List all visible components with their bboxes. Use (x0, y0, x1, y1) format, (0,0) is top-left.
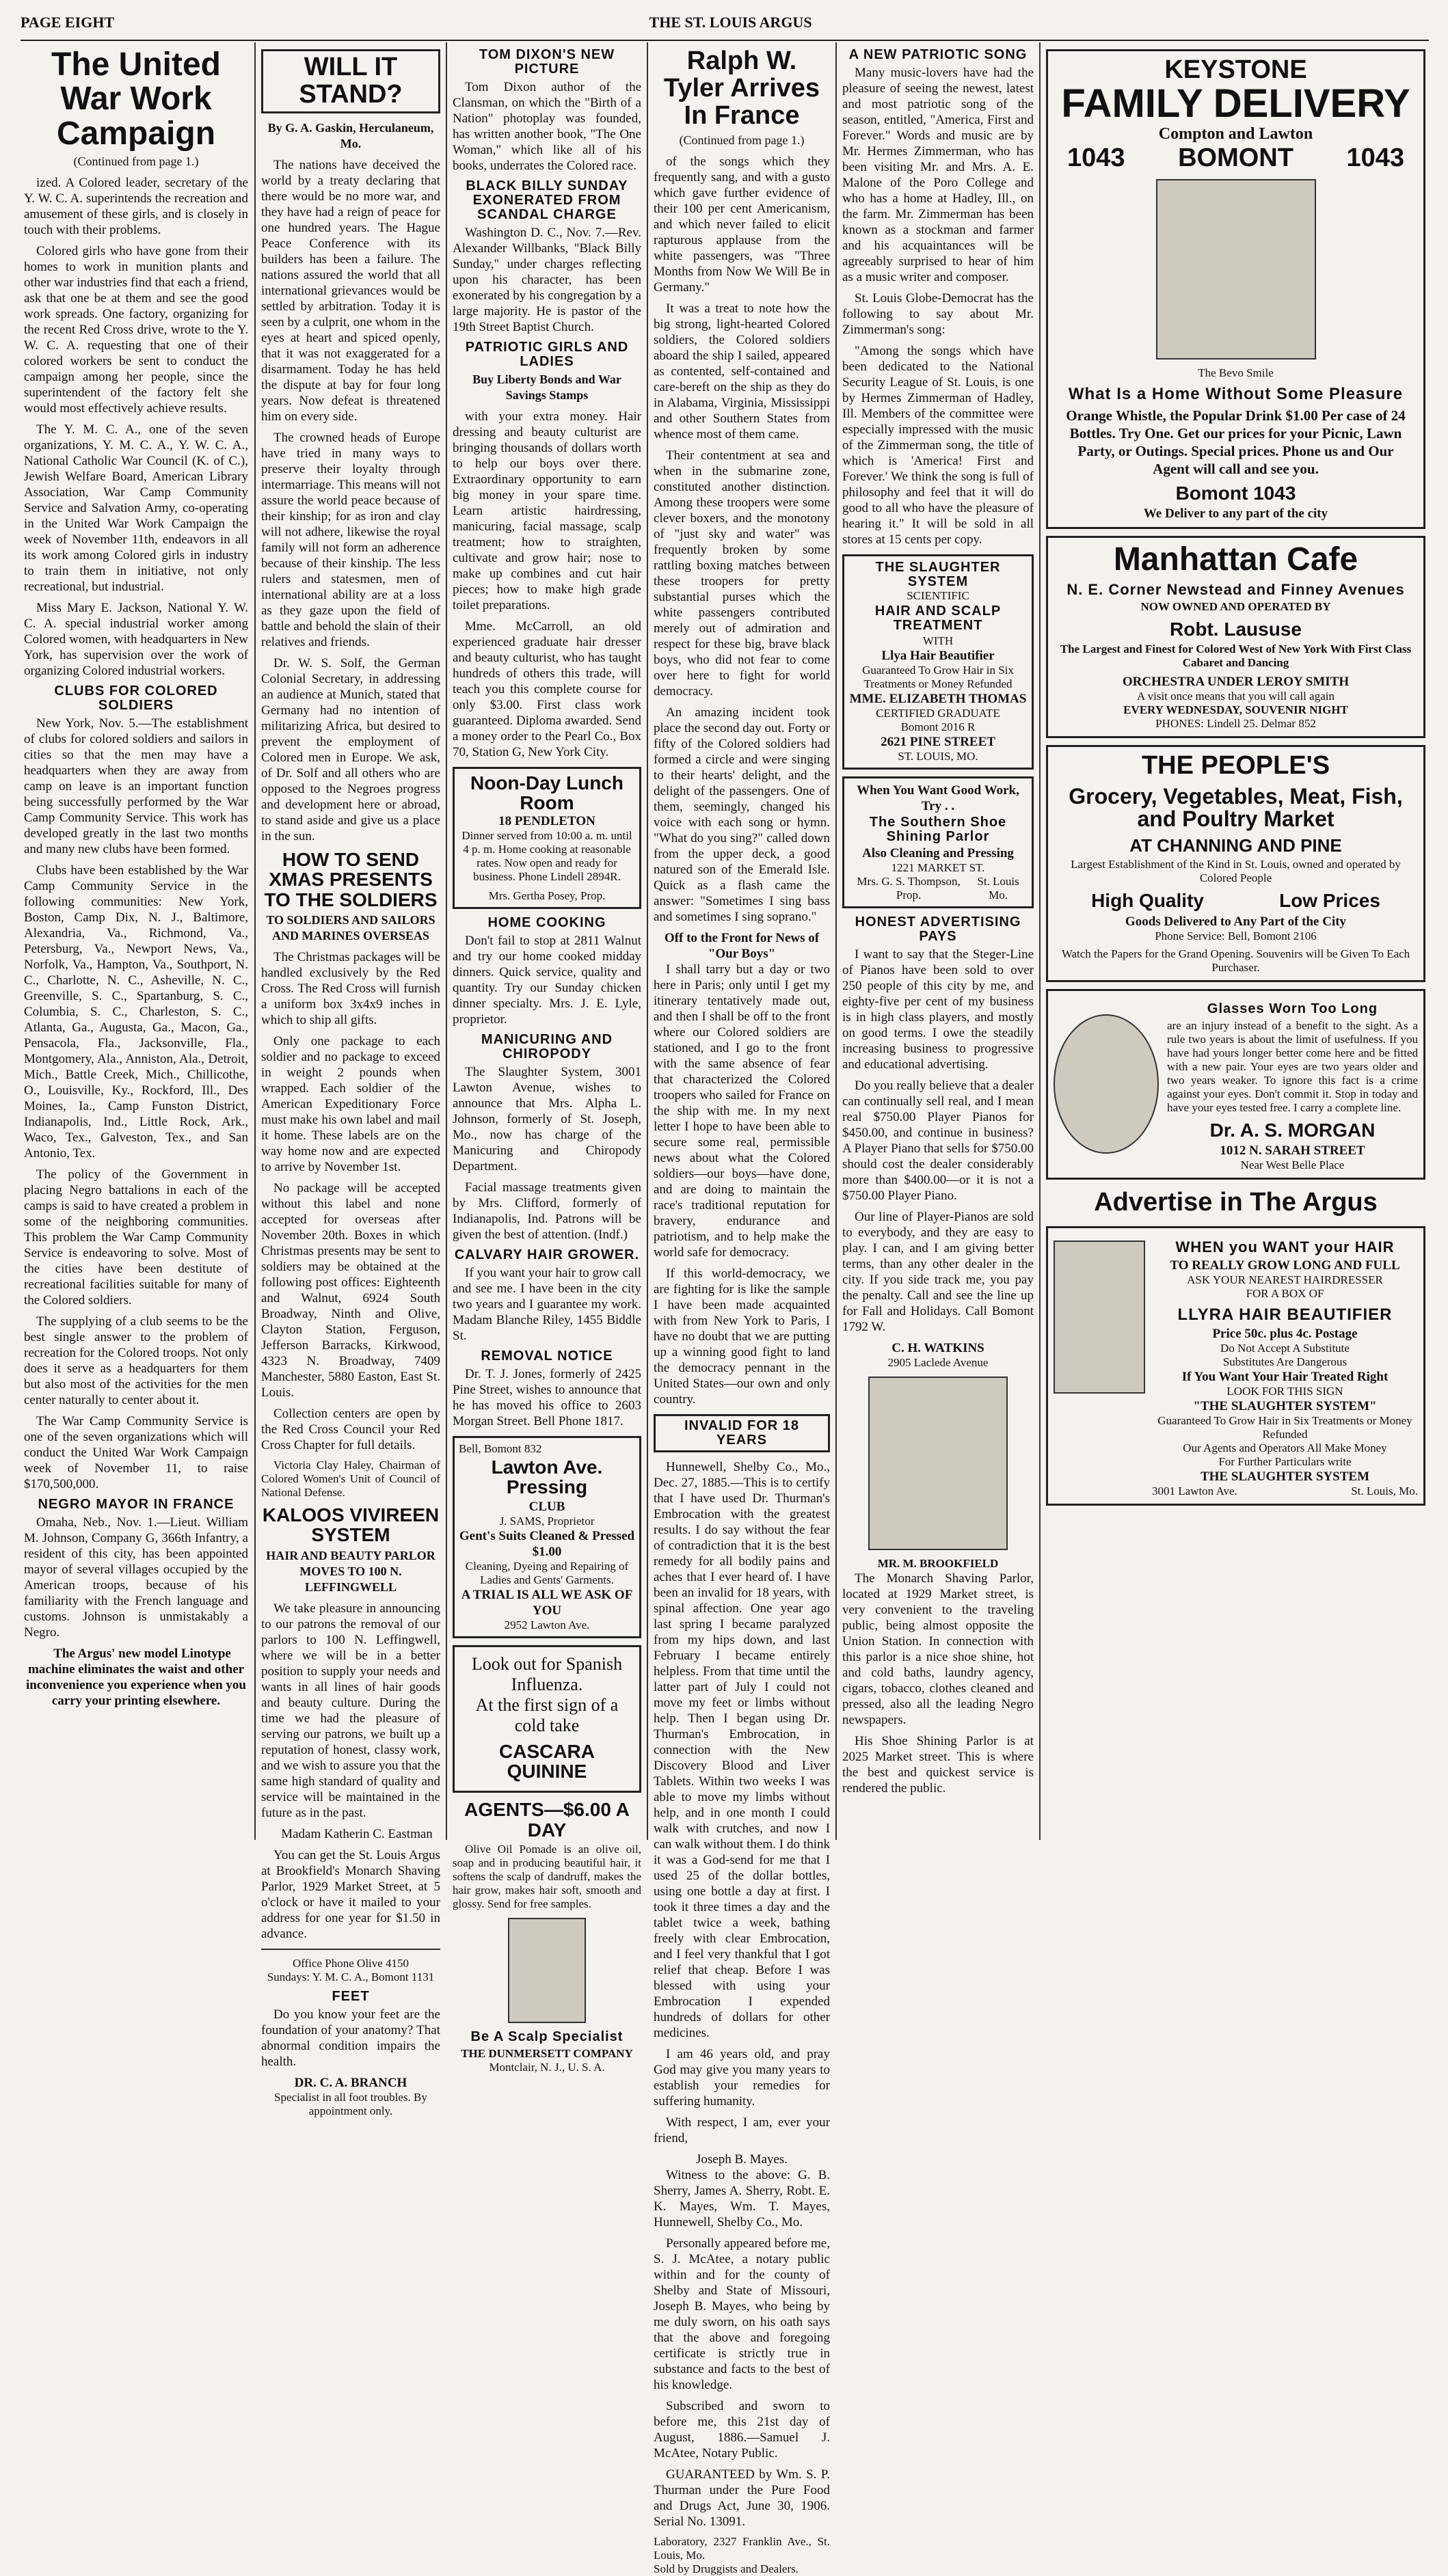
column-rule (446, 42, 447, 1840)
noon-paragraph: Dinner served from 10:00 a. m. until 4 p. m. Home cooking at reasonable rates. Now open and ready for business. Phone Lindell 2894R. (461, 828, 632, 883)
tyler-paragraph: If this world-democracy, we are fighting for is like the sample I have been made acquainted with from New York to Paris, I have no doubt that we are putting up a winning good fight to land the democracy pennant in the United States—our own and only country. (654, 1266, 830, 1407)
cafe-night: EVERY WEDNESDAY, SOUVENIR NIGHT (1123, 703, 1348, 716)
kaloos-paragraph: We take pleasure in announcing to our patrons the removal of our parlors to 100 N. Leffingwell, where we will be in a better position to supply your needs and wants in all lines of hair goods and beauty culture. During the time we had the pleasure of serving our patrons, we built up a reputation of honest, classy work, and we wish to assure you that the same high standard of quality and service will be maintained in the future as in the past. (261, 1601, 440, 1820)
mayor-headline: NEGRO MAYOR IN FRANCE (38, 1497, 234, 1513)
llyra-guarantee: Guaranteed To Grow Hair in Six Treatments or Money Refunded (1157, 1414, 1412, 1441)
keystone-deliver: We Deliver to any part of the city (1143, 506, 1328, 521)
home-cooking-headline: HOME COOKING (487, 914, 606, 930)
manicuring-paragraph: The Slaughter System, 3001 Lawton Avenue, wishes to announce that Mrs. Alpha L. Johnson, formerly of St. Joseph, Mo., now has charge of the Manicuring and Chiropody Department. (453, 1064, 641, 1174)
shoe-city: St. Louis Mo. (977, 875, 1019, 901)
feet-paragraph: Do you know your feet are the foundation of your anatomy? That abnormal condition impairs the health. (261, 2007, 440, 2069)
office-phone: Office Phone Olive 4150 (292, 1956, 410, 1970)
honest-paragraph: Do you really believe that a dealer can continually sell real, and I mean real $750.00 Player Pianos for $450.00, and continue in business? A Player Piano that sells for $750.00 should cost the dealer considerably more than $400.00—or it is not a $750.00 Player Piano. (842, 1079, 1034, 1203)
pressing-phone: Bell, Bomont 832 (459, 1441, 542, 1455)
war-continued: (Continued from page 1.) (73, 154, 199, 169)
column-4 (654, 42, 831, 2575)
stand-paragraph: Dr. W. S. Solf, the German Colonial Secretary, in addressing an audience at Munich, stated that Germany had no intention of militarizing Africa, but desired to prevent the employment of Colored men in Europe. We ask, of Dr. Solf and all others who are opposed to the Negroes progress and development here or abroad, to stand aside and give us a place in the sun. (261, 655, 440, 843)
bevo-couple-illustration (1156, 179, 1316, 360)
cafe-title: Manhattan Cafe (1113, 541, 1358, 578)
honest-paragraph: Our line of Player-Pianos are sold to everybody, and they are easy to play. I can, and I am giving better terms, than any other dealer in the city. If you side track me, you pay the penalty. Call and see the line up for Fall and Holidays. Call Bomont 1792 W. (842, 1210, 1034, 1334)
noon-owner: Mrs. Gertha Posey, Prop. (488, 889, 606, 902)
pressing-services: Cleaning, Dyeing and Repairing of Ladies and Gents' Garments. (465, 1559, 629, 1586)
peoples-description: Largest Establishment of the Kind in St. Louis, owned and operated by Colored People (1071, 858, 1401, 885)
peoples-title: THE PEOPLE'S (1141, 750, 1330, 780)
clubs-paragraph: The War Camp Community Service is one of the seven organizations which will conduct the United War Work Campaign week of November 11, to raise $170,500,000. (24, 1414, 248, 1492)
keystone-slogan: What Is a Home Without Some Pleasure (1068, 384, 1404, 403)
invalid-paragraph: GUARANTEED by Wm. S. P. Thurman under the Pure Food and Drugs Act, June 30, 1906. Serial No. 13091. (654, 2467, 830, 2529)
cascara-line: At the first sign of a cold take (475, 1694, 619, 1735)
noon-lunch-ad (453, 767, 641, 909)
morgan-portrait-image (1054, 1014, 1159, 1154)
clubs-headline: CLUBS FOR COLORED SOLDIERS (54, 683, 218, 714)
argus-availability: You can get the St. Louis Argus at Brookfield's Monarch Shaving Parlor, 1929 Market Street, at 5 o'clock or have it mailed to your address for one year for $1.50 in advance. (261, 1847, 440, 1941)
patriotic-paragraph: with your extra money. Hair dressing and beauty culturist are bringing thousands of dollars worth to help our boys over there. Extraordinary opportunity to earn big money in your spare time. Learn artistic hairdressing, manicuring, facial massage, scalp treatment; how to straighten, cultivate and grow hair; nose to make up combines and cut hair pieces; how to make high grade toilet preparations. (453, 409, 641, 612)
llyra-line: FOR A BOX OF (1246, 1286, 1324, 1300)
paper-name: THE ST. LOUIS ARGUS (649, 14, 812, 31)
invalid-paragraph: Personally appeared before me, S. J. McAtee, a notary public within and for the county of Shelby and State of Missouri, Joseph B. Mayes, who being by me duly sworn, on his oath says that the above and foregoing certificate is strictly true in substance and facts to the best of his knowledge. (654, 2236, 830, 2392)
llyra-warning: Do Not Accept A Substitute (1220, 1342, 1350, 1355)
column-5 (842, 42, 1034, 1840)
keystone-paragraph: Orange Whistle, the Popular Drink $1.00 Per case of 24 Bottles. Try One. Get our prices for your Picnic, Lawn Party, or Outings. Special prices. Phone us and Our Agent will call and see you. (1066, 407, 1406, 477)
invalid-headline-box (654, 1414, 830, 1452)
xmas-signature: Victoria Clay Haley, Chairman of Colored Women's Unit of Council of National Defense. (261, 1458, 440, 1499)
linotype-notice: The Argus' new model Linotype machine eliminates the waist and other inconvenience you experience when you carry your printing elsewhere. (26, 1646, 246, 1709)
sunday-headline: BLACK BILLY SUNDAY EXONERATED FROM SCANDAL CHARGE (466, 178, 628, 222)
war-paragraph: The Y. M. C. A., one of the seven organizations, Y. M. C. A., Y. W. C. A., National Catholic War Council (K. of C.), Jewish Welfare Board, American Library Association, War Camp Community Service and Salvation Army, co-operating in the United War Work Campaign the week of November 11th, endeavors in all its work among Colored girls in industry to train them in initiative, not only recreational, but industrial. (24, 422, 248, 595)
llyra-line: ASK YOUR NEAREST HAIRDRESSER (1187, 1273, 1383, 1286)
llyra-city: St. Louis, Mo. (1351, 1484, 1418, 1498)
shoe-owner: Mrs. G. S. Thompson, Prop. (857, 875, 961, 901)
peoples-phone: Phone Service: Bell, Bomont 2106 (1155, 929, 1317, 943)
noon-address: 18 PENDLETON (498, 813, 595, 828)
song-paragraph: St. Louis Globe-Democrat has the following to say about Mr. Zimmerman's song: (842, 291, 1034, 337)
feet-specialty: Specialist in all foot troubles. By appointment only. (274, 2090, 427, 2117)
cascara-brand: CASCARA QUININE (499, 1740, 595, 1782)
keystone-caption: The Bevo Smile (1198, 366, 1274, 379)
pressing-address: 2952 Lawton Ave. (504, 1618, 590, 1631)
shoe-address: 1221 MARKET ST. (891, 861, 985, 874)
cafe-orchestra: ORCHESTRA UNDER LEROY SMITH (1122, 674, 1350, 689)
peoples-market-ad (1046, 745, 1425, 982)
war-headline: The United War Work Campaign (51, 46, 221, 152)
cascara-line: Look out for Spanish Influenza. (471, 1653, 623, 1694)
invalid-laboratory: Laboratory, 2327 Franklin Ave., St. Louis, Mo. (654, 2534, 830, 2562)
patriotic-paragraph: Mme. McCarroll, an old experienced graduate hair dresser and beauty culturist, who has taught hundreds of others this trade, will teach you this complete course for only $3.00. First class work guaranteed. Diploma awarded. Send a money order to the Pearl Co., Box 70, Station G, New York City. (453, 619, 641, 759)
morgan-near: Near West Belle Place (1240, 1158, 1345, 1171)
llyra-warning: Substitutes Are Dangerous (1222, 1355, 1348, 1369)
keystone-title: KEYSTONE (1164, 55, 1307, 84)
stand-headline-box (261, 49, 440, 113)
slaughter-city: ST. LOUIS, MO. (898, 750, 978, 763)
morgan-text (1167, 996, 1418, 1172)
agents-headline: AGENTS—$6.00 A DAY (464, 1799, 630, 1841)
cafe-owned: NOW OWNED AND OPERATED BY (1140, 600, 1331, 614)
column-2 (261, 42, 440, 2117)
pressing-owner: J. SAMS, Proprietor (499, 1514, 595, 1528)
agents-paragraph: Olive Oil Pomade is an olive oil, soap and in producing beautiful hair, it softens the scalp of dandruff, makes the hair grow, makes hair soft, smooth and glossy. Send for free samples. (453, 1843, 641, 1911)
morgan-name: Dr. A. S. MORGAN (1209, 1119, 1376, 1141)
invalid-paragraph: Subscribed and sworn to before me, this 21st day of August, 1886.—Samuel J. McAtee, Notary Public. (654, 2398, 830, 2460)
cafe-location: N. E. Corner Newstead and Finney Avenues (1067, 581, 1405, 599)
manicuring-headline: MANICURING AND CHIROPODY (481, 1031, 613, 1061)
kaloos-subheadline: HAIR AND BEAUTY PARLOR MOVES TO 100 N. LEFFINGWELL (266, 1548, 435, 1594)
keystone-location: Compton and Lawton (1158, 124, 1313, 143)
xmas-subheadline: TO SOLDIERS AND SAILORS AND MARINES OVERSEAS (266, 912, 435, 943)
peoples-goods: Grocery, Vegetables, Meat, Fish, and Poultry Market (1069, 783, 1403, 832)
home-cooking-paragraph: Don't fail to stop at 2811 Walnut and try our home cooked midday dinners. Quick service, quality and quantity. Try our Sunday chicken dinner specialty. Mrs. J. E. Lyle, proprietor. (453, 933, 641, 1027)
calvary-paragraph: If you want your hair to grow call and see me. I have been in the city two years and I guarantee my work. Madam Blanche Riley, 1455 Biddle St. (453, 1265, 641, 1343)
peoples-location: AT CHANNING AND PINE (1129, 835, 1342, 856)
brookfield-paragraph: His Shoe Shining Parlor is at 2025 Market street. This is where the best and quickest service is rendered the public. (842, 1734, 1034, 1795)
keystone-ad (1046, 49, 1425, 529)
llyra-footer (1152, 1484, 1418, 1498)
peoples-delivery: Goods Delivered to Any Part of the City (1125, 914, 1347, 929)
kaloos-headline: KALOOS VIVIREEN SYSTEM (262, 1504, 440, 1546)
cafe-phones: PHONES: Lindell 25. Delmar 852 (1155, 716, 1316, 730)
shoe-shine-ad (842, 776, 1034, 908)
pressing-club: CLUB (528, 1499, 565, 1514)
morgan-ad (1046, 989, 1425, 1180)
morgan-address: 1012 N. SARAH STREET (1220, 1143, 1365, 1158)
cafe-visit: A visit once means that you will call again (1137, 689, 1335, 703)
slaughter-scientific: SCIENTIFIC (907, 589, 969, 602)
dixon-paragraph: Tom Dixon author of the Clansman, on which the "Birth of a Nation" photoplay was founded, has written another book, "The One Woman," which like all of his books, underrates the Colored race. (453, 80, 641, 173)
invalid-sold: Sold by Druggists and Dealers. (654, 2562, 799, 2575)
honest-paragraph: I want to say that the Steger-Line of Pianos have been sold to over 250 people of this city by me, and eighty-five per cent of my business is in high class players, and mostly on good terms. I owe the steadily increasing business to progressive and educational advertising. (842, 947, 1034, 1072)
slaughter-with: WITH (922, 634, 954, 647)
cafe-owner: Robt. Laususe (1170, 619, 1302, 640)
feet-headline: FEET (332, 1988, 370, 2004)
tyler-continued: (Continued from page 1.) (679, 133, 805, 147)
feet-doctor: DR. C. A. BRANCH (294, 2075, 407, 2090)
tyler-paragraph: Their contentment at sea and when in the submarine zone, constituted another distinction. Among these troopers were some clever boxers, and the monotony of "just sky and water" was frequently broken by some rattling boxing matches between these troopers for pretty substantial purses which the white passengers contributed merely out of admiration and respect for these big, brave black boys, who did not fear to come over here to fight for world democracy. (654, 448, 830, 699)
song-paragraph: "Among the songs which have been dedicated to the National Security League of St. Louis, is one by Hermes Zimmerman of Hadley, Ill. Members of the committee were especially impressed with the music of the Zimmerman song, the title of which is 'America! First and Forever.' We think the song is full of philosophy and feel that it will do good to all who have the pleasure of hearing it." It will be sold in all stores at 15 cents per copy. (842, 344, 1034, 547)
clubs-paragraph: The supplying of a club seems to be the best single answer to the problem of recreation for the Colored troops. Not only does it serve as a headquarters for them but also most of the activities for the men center naturally to center about it. (24, 1314, 248, 1408)
xmas-paragraph: The Christmas packages will be handled exclusively by the Red Cross. The Red Cross will furnish a uniform box 3x4x9 inches in which to ship all gifts. (261, 949, 440, 1027)
keystone-exchange: BOMONT (1178, 143, 1293, 172)
llyra-line: WHEN you WANT your HAIR (1175, 1238, 1395, 1256)
cafe-description: The Largest and Finest for Colored West of New York With First Class Cabaret and Dancing (1060, 642, 1412, 669)
shoe-footer (848, 875, 1028, 902)
invalid-paragraph: Witness to the above: G. B. Sherry, James A. Sherry, Robt. E. K. Mayes, Wm. T. Mayes, Hunnewell, Shelby Co., Mo. (654, 2167, 830, 2229)
column-rule (647, 42, 648, 1840)
peoples-quality-row (1054, 891, 1418, 910)
tyler-paragraph: of the songs which they frequently sang, and with a gusto which gave further evidence of their 100 per cent Americanism, and which never failed to elicit rapturous applause from the white passengers, was "Three Months from Now We Will Be in Germany." (654, 154, 830, 295)
pressing-headline: Lawton Ave. Pressing (491, 1456, 603, 1498)
keystone-main: FAMILY DELIVERY (1061, 81, 1410, 126)
masthead (21, 5, 1429, 41)
shoe-line: When You Want Good Work, Try . . (857, 783, 1019, 813)
xmas-paragraph: Collection centers are open by the Red Cross Council your Red Cross Chapter for full details. (261, 1406, 440, 1452)
woman-portrait-image (508, 1918, 586, 2023)
slaughter-cert: CERTIFIED GRADUATE (876, 707, 1000, 720)
clubs-paragraph: Clubs have been established by the War Camp Community Service in the following communities: New York, Boston, Camp Dix, N. J., Baltimore, Alexandria, Va., Richmond, Va., Petersburg, Va., Newport News, Va., Norfolk, Va., Hampton, Va., Southport, N. C., Charlotte, N. C., Asheville, N. C., Greenville, S. C., Spartanburg, S. C., Columbia, S. C., Charleston, S. C., Atlanta, Ga., Augusta, Ga., Macon, Ga., Pensacola, Fla., Jacksonville, Fla., Montgomery, Ala., Anniston, Ala., Detroit, Mich., Battle Creek, Mich., Chillicothe, O., Louisville, Ky., Rockford, Ill., Des Moines, Ia., Camp Funston District, Indianapolis, Ind., Little Rock, Ark., Waco, Tex., Galveston, Tex., and San Antonio, Tex. (24, 863, 248, 1161)
llyra-price: Price 50c. plus 4c. Postage (1212, 1327, 1358, 1342)
pressing-club-ad (453, 1436, 641, 1638)
page-label: PAGE EIGHT (21, 14, 115, 31)
war-paragraph: ized. A Colored leader, secretary of the Y. W. C. A. superintends the recreation and amusement of these girls, and is closely in touch with their problems. (24, 176, 248, 238)
shoe-line: Also Cleaning and Pressing (862, 846, 1014, 860)
stand-byline: By G. A. Gaskin, Herculaneum, Mo. (267, 120, 434, 150)
llyra-ad (1046, 1226, 1425, 1506)
llyra-product: LLYRA HAIR BEAUTIFIER (1177, 1305, 1393, 1324)
xmas-paragraph: No package will be accepted without this label and none accepted for overseas after November 20th. Boxes in which Christmas presents may be sent to soldiers may be obtained at the following post offices: Eighteenth and Walnut, 6924 South Broadway, Ninth and Olive, Clayton Station, Ferguson, Jefferson Barracks, Kirkwood, 4323 N. Broadway, 7409 Manchester, 5880 Easton, East St. Louis. (261, 1180, 440, 1400)
slaughter-phone: Bomont 2016 R (900, 720, 976, 733)
sundays-phone: Sundays: Y. M. C. A., Bomont 1131 (267, 1970, 435, 1983)
advertise-banner: Advertise in The Argus (1094, 1188, 1378, 1217)
column-3 (453, 42, 641, 2074)
brookfield-paragraph: The Monarch Shaving Parlor, located at 1929 Market street, is very convenient to the traveling public, being almost opposite the Union Station. In connection with this parlor is a nice shoe shine, hot and cold baths, laundry agency, cigars, tobacco, clothes cleaned and pressed, also all the leading Negro newspapers. (842, 1571, 1034, 1727)
column-1 (24, 42, 248, 1840)
slaughter-service: HAIR AND SCALP TREATMENT (874, 604, 1002, 633)
llyra-address: 3001 Lawton Ave. (1152, 1484, 1237, 1498)
war-paragraph: Miss Mary E. Jackson, National Y. W. C. A. special industrial worker among Colored women, with headquarters in New York, has supervision over the work of organizing Colored industrial workers. (24, 601, 248, 679)
peoples-opening: Watch the Papers for the Grand Opening. Souvenirs will be Given To Each Purchaser. (1061, 947, 1410, 974)
manhattan-cafe-ad (1046, 536, 1425, 737)
removal-paragraph: Dr. T. J. Jones, formerly of 2425 Pine Street, wishes to announce that he has moved his office to 2603 Morgan Street. Bell Phone 1817. (453, 1366, 641, 1428)
invalid-paragraph: I am 46 years old, and pray God may give you many years to establish your remedies for suffering humanity. (654, 2046, 830, 2109)
scalp-city: Montclair, N. J., U. S. A. (489, 2061, 605, 2074)
clubs-paragraph: New York, Nov. 5.—The establishment of clubs for colored soldiers and sailors in cities so that the men may have a headquarters when they are away from camp on leave is an important function being successfully performed by the War Camp Community Service. This work has developed greatly in the last two months and many new clubs have been formed. (24, 716, 248, 857)
removal-headline: REMOVAL NOTICE (481, 1348, 613, 1364)
llyra-look: LOOK FOR THIS SIGN (1226, 1385, 1343, 1398)
xmas-headline: HOW TO SEND XMAS PRESENTS TO THE SOLDIERS (264, 848, 438, 910)
song-paragraph: Many music-lovers have had the pleasure of seeing the newest, latest and most patriotic song of the season, entitled, "America, First and Forever." Words and music are by Mr. Hermes Zimmerman, who has been visiting Mr. and Mrs. A. E. Malone of the Poro College and who has a home at Hadley, Ill., on the farm. Mr. Zimmerman has been known as a stockman and farmer and his acquaintances will be agreeably surprised to hear of him as a music writer and composer. (842, 66, 1034, 284)
llyra-treat: If You Want Your Hair Treated Right (1181, 1370, 1389, 1385)
slaughter-product: Llya Hair Beautifier (881, 649, 995, 663)
invalid-headline: INVALID FOR 18 YEARS (684, 1418, 800, 1448)
column-rule (835, 42, 837, 1840)
invalid-close: With respect, I am, ever your friend, (654, 2115, 830, 2145)
stand-paragraph: The nations have deceived the world by a treaty declaring that there would be no more war, and they have had a reign of peace for one hundred years. The Hague Peace Conference with its builders has been a failure. The nations assured the world that all international grievances would be settled by arbitration. Today it is seen by a culprit, one whom in the eyes at heart and spiced openly, that it was not exaggerated for a disarmament. Today he has held the dispute at bay for four long years. Now defeat is threatened him on every side. (261, 157, 440, 424)
xmas-paragraph: Only one package to each soldier and no package to exceed in weight 2 pounds when wrapped. Each soldier of the American Expeditionary Force must make his own label and mail it home. These labels are on the way home now and are expected to arrive by November 1st. (261, 1033, 440, 1174)
patriotic-subheadline: Buy Liberty Bonds and War Savings Stamps (472, 372, 621, 402)
morgan-paragraph: are an injury instead of a benefit to the sight. As a rule two years is about the limit of usefulness. If you have had yours longer better come here and be fitted with a new pair. Your eyes are two years older and two years weaker. To ignore this fact is a crime against your eyes. Don't commit it. Stop in today and have your eyes tested free. I carry a complete line. (1167, 1018, 1418, 1114)
keystone-phone-row (1067, 145, 1404, 172)
invalid-paragraph: Hunnewell, Shelby Co., Mo., Dec. 27, 1885.—This is to certify that I have used Dr. Thurman's Embrocation with the greatest results. I do say without the fear of contradiction that it is the best remedy for all bodily pains and aches that I ever heard of. I have been an invalid for 18 years, with spinal affection. One year ago last spring I became paralyzed from my hips down, and last February I became entirely helpless. From that time until the latter part of July I could not move my feet or limbs without help. Then I began using Dr. Thurman's Embrocation, in connection with the New Discovery Blood and Liver Tablets. Within two weeks I was able to move my limbs without help, and in one month I could walk with crutches, and now I can walk without them. I do think it was a God-send for me that I used 25 of the dollar bottles, using one bottle a day at first. I took it three times a day and the tablet twice a week, bathing freely with clear Embrocation, and I feel very thankful that I got relief that cheap. Before I was blessed with using your Embrocation I expended hundreds of dollars for other medicines. (654, 1459, 830, 2040)
scalp-company: THE DUNMERSETT COMPANY (461, 2047, 633, 2061)
slaughter-name: MME. ELIZABETH THOMAS (849, 692, 1027, 706)
keystone-number: 1043 (1346, 143, 1404, 172)
peoples-quality: High Quality (1091, 890, 1204, 912)
honest-address: 2905 Laclede Avenue (887, 1356, 989, 1369)
slaughter-ad (842, 554, 1034, 770)
keystone-phone: Bomont 1043 (1175, 482, 1296, 504)
llyra-text (1152, 1234, 1418, 1498)
column-rule (254, 42, 256, 1840)
noon-headline: Noon-Day Lunch Room (470, 772, 624, 814)
keystone-number: 1043 (1067, 143, 1125, 172)
tyler-headline: Ralph W. Tyler Arrives In France (663, 46, 820, 130)
stand-headline: WILL IT STAND? (299, 53, 403, 109)
calvary-headline: CALVARY HAIR GROWER. (454, 1247, 640, 1262)
slaughter-guarantee: Guaranteed To Grow Hair in Six Treatments or Money Refunded (862, 664, 1014, 690)
clubs-paragraph: The policy of the Government in placing Negro battalions in each of the camps is said to have created a problem in some of the neighboring communities. This problem the War Camp Community Service is endeavoring to solve. Most of the cities have been destitute of recreational facilities suitable for many of the Colored soldiers. (24, 1167, 248, 1308)
sunday-paragraph: Washington D. C., Nov. 7.—Rev. Alexander Willbanks, "Black Billy Sunday," under charges reflecting upon his character, has been exonerated by his congregation by a large majority. He is pastor of the 19th Street Baptist Church. (453, 226, 641, 334)
dixon-headline: TOM DIXON'S NEW PICTURE (479, 47, 615, 77)
brookfield-caption: MR. M. BROOKFIELD (877, 1557, 999, 1570)
war-paragraph: Colored girls who have gone from their homes to work in munition plants and other war industries find that each a friend, ask that one be at them and see the good work spreads. One factory, organizing for the recent Red Cross drive, wrote to the Y. W. C. A. requesting that one of their colored workers be sent to conduct the campaign among her people, since the superintendent of the factory felt she would most effectively achieve results. (24, 244, 248, 416)
pressing-offer: Gent's Suits Cleaned & Pressed $1.00 (459, 1528, 635, 1559)
brookfield-portrait-image (868, 1377, 1008, 1550)
manicuring-paragraph: Facial massage treatments given by Mrs. Clifford, formerly of Indianapolis, Ind. Patrons will be given the best of attention. (Indf.) (453, 1180, 641, 1242)
llyra-further: For Further Particulars write (1218, 1455, 1352, 1469)
slaughter-address: 2621 PINE STREET (881, 735, 995, 749)
mayor-paragraph: Omaha, Neb., Nov. 1.—Lieut. William M. Johnson, Company G, 366th Infantry, a resident of this city, has been appointed mayor of several villages occupied by the American troops, because of his familiarity with the French language and customs. Johnson is unmistakably a Negro. (24, 1515, 248, 1640)
stand-paragraph: The crowned heads of Europe have tried in many ways to preserve their loyalty through intermarriage. This means will not assure the world peace because of their kinship; for as iron and clay will not adhere, likewise the royal family will not form an adherence because of their kinship. The less rulers and statesmen, men of international ability are at a loss as they gaze upon the field of battle and behold the slain of their relatives and friends. (261, 430, 440, 649)
column-6 (1046, 42, 1425, 1840)
honest-signature: C. H. WATKINS (891, 1341, 984, 1355)
invalid-signature: Joseph B. Mayes. (695, 2152, 788, 2167)
pressing-trial: A TRIAL IS ALL WE ASK OF YOU (461, 1587, 633, 1618)
scalp-headline: Be A Scalp Specialist (470, 2029, 624, 2045)
peoples-prices: Low Prices (1279, 890, 1380, 912)
llyra-agents: Our Agents and Operators All Make Money (1183, 1441, 1387, 1455)
llyra-woman-image (1054, 1240, 1145, 1394)
slaughter-title: THE SLAUGHTER SYSTEM (875, 560, 1001, 589)
tyler-paragraph: I shall tarry but a day or two here in Paris; only until I get my itinerary tentatively made out, and then I shall be off to the front where our Colored soldiers are stationed, and I go to the front with the same absence of fear that characterized the Colored troopers who sailed for France on the ship with me. In my next letter I hope to have been able to secure some real, permissible news about what the Colored soldiers—our boys—have done, and are doing to maintain the race's traditional reputation for bravery, endurance and patriotism, and to help make the world safe for democracy. (654, 962, 830, 1260)
morgan-headline: Glasses Worn Too Long (1207, 1001, 1378, 1016)
shoe-name: The Southern Shoe Shining Parlor (869, 815, 1007, 844)
divider (261, 1949, 440, 1950)
tyler-subheadline: Off to the Front for News of "Our Boys" (664, 930, 820, 961)
cascara-ad (453, 1645, 641, 1793)
tyler-paragraph: An amazing incident took place the second day out. Forty or fifty of the Colored soldiers had formed a circle and were singing to their hearts' delight, and the delight of the passengers. One of them, seemingly, changed his voice with each song or hymn. "What do you sing?" called down from the upper deck, a good natured son of the Emerald Isle. Quick as a flash came the answer: "Sometimes I sing bass and sometimes I sing soprano." (654, 705, 831, 924)
patriotic-headline: PATRIOTIC GIRLS AND LADIES (465, 340, 629, 369)
song-headline: A NEW PATRIOTIC SONG (848, 47, 1028, 62)
llyra-company: THE SLAUGHTER SYSTEM (1200, 1469, 1370, 1484)
column-rule (1039, 42, 1041, 1840)
kaloos-signature: Madam Katherin C. Eastman (281, 1826, 433, 1841)
llyra-line: TO REALLY GROW LONG AND FULL (1170, 1258, 1400, 1273)
llyra-sign: "THE SLAUGHTER SYSTEM" (1193, 1399, 1377, 1414)
honest-headline: HONEST ADVERTISING PAYS (855, 914, 1021, 944)
tyler-paragraph: It was a treat to note how the big strong, light-hearted Colored soldiers, the Colored soldiers aboard the ship I sailed, appeared as contented, self-contained and care-bereft on the ship as they do in Alabama, Virginia, Mississippi and other Southern States from whence most of them came. (654, 301, 830, 442)
